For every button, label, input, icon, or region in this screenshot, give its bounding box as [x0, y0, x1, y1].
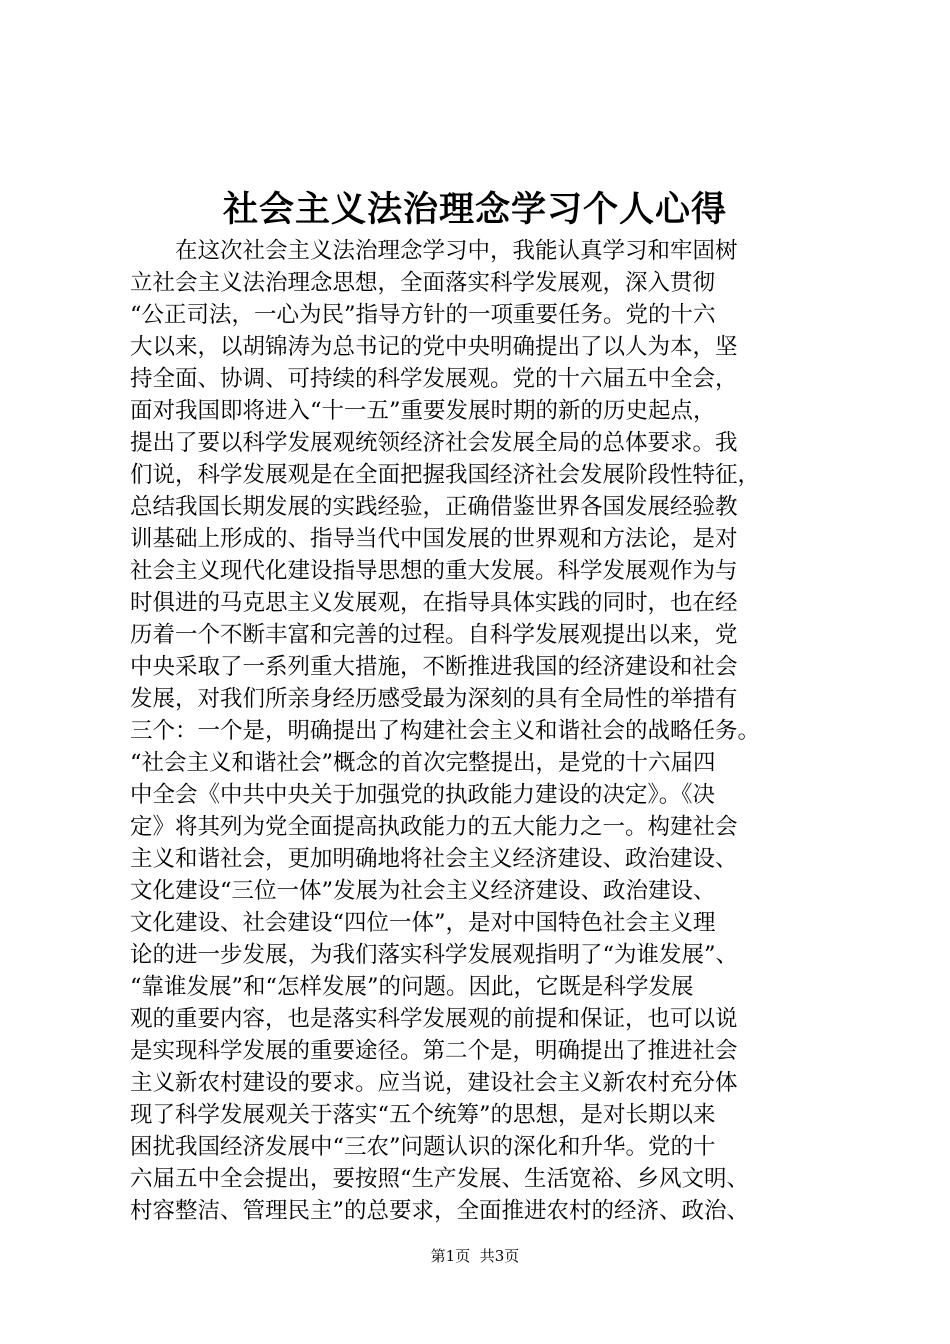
body-line: 文化建设“三位一体”发展为社会主义经济建设、政治建设、 — [130, 878, 716, 904]
body-line: 发展，对我们所亲身经历感受最为深刻的具有全局性的举措有 — [130, 686, 738, 712]
body-line: “社会主义和谐社会”概念的首次完整提出，是党的十六届四 — [130, 750, 716, 776]
body-line: 是实现科学发展的重要途径。第二个是，明确提出了推进社会 — [130, 1038, 738, 1064]
body-line: 现了科学发展观关于落实“五个统筹”的思想，是对长期以来 — [130, 1102, 716, 1128]
body-line: 时俱进的马克思主义发展观，在指导具体实践的同时，也在经 — [130, 590, 738, 616]
body-line: 论的进一步发展，为我们落实科学发展观指明了“为谁发展”、 — [130, 942, 739, 968]
body-line: 提出了要以科学发展观统领经济社会发展全局的总体要求。我 — [130, 430, 738, 456]
body-line: 立社会主义法治理念思想，全面落实科学发展观，深入贯彻 — [130, 270, 716, 296]
footer-separator — [470, 1247, 480, 1265]
page-number: 第1页 — [430, 1247, 471, 1265]
page-total: 共3页 — [479, 1247, 520, 1265]
body-line: “靠谁发展”和“怎样发展”的问题。因此，它既是科学发展 — [130, 974, 694, 1000]
body-line: 村容整洁、管理民主”的总要求，全面推进农村的经济、政治、 — [130, 1198, 750, 1224]
body-line: 六届五中全会提出，要按照“生产发展、生活宽裕、乡风文明、 — [130, 1166, 750, 1192]
document-body — [130, 235, 830, 1227]
body-line: 主义和谐社会，更加明确地将社会主义经济建设、政治建设、 — [130, 846, 738, 872]
body-line: 在这次社会主义法治理念学习中，我能认真学习和牢固树 — [175, 238, 738, 264]
body-line: 观的重要内容，也是落实科学发展观的前提和保证，也可以说 — [130, 1006, 738, 1032]
body-line: “公正司法，一心为民”指导方针的一项重要任务。党的十六 — [130, 302, 716, 328]
body-line: 训基础上形成的、指导当代中国发展的世界观和方法论，是对 — [130, 526, 738, 552]
body-line: 文化建设、社会建设“四位一体”，是对中国特色社会主义理 — [130, 910, 716, 936]
body-line: 主义新农村建设的要求。应当说，建设社会主义新农村充分体 — [130, 1070, 738, 1096]
body-line: 总结我国长期发展的实践经验，正确借鉴世界各国发展经验教 — [130, 494, 738, 520]
body-line: 历着一个不断丰富和完善的过程。自科学发展观提出以来，党 — [130, 622, 738, 648]
body-line: 大以来，以胡锦涛为总书记的党中央明确提出了以人为本，坚 — [130, 334, 738, 360]
document-title: 社会主义法治理念学习个人心得 — [222, 189, 727, 230]
page-footer — [0, 1246, 950, 1266]
body-line: 社会主义现代化建设指导思想的重大发展。科学发展观作为与 — [130, 558, 738, 584]
body-line: 定》将其列为党全面提高执政能力的五大能力之一。构建社会 — [130, 814, 738, 840]
body-line: 中央采取了一系列重大措施，不断推进我国的经济建设和社会 — [130, 654, 738, 680]
body-line: 困扰我国经济发展中“三农”问题认识的深化和升华。党的十 — [130, 1134, 716, 1160]
body-line: 三个：一个是，明确提出了构建社会主义和谐社会的战略任务。 — [130, 718, 761, 744]
body-line: 中全会《中共中央关于加强党的执政能力建设的决定》。《决 — [130, 782, 716, 808]
body-line: 们说，科学发展观是在全面把握我国经济社会发展阶段性特征， — [130, 462, 761, 488]
body-line: 持全面、协调、可持续的科学发展观。党的十六届五中全会， — [130, 366, 738, 392]
body-line: 面对我国即将进入“十一五”重要发展时期的新的历史起点， — [130, 398, 716, 424]
